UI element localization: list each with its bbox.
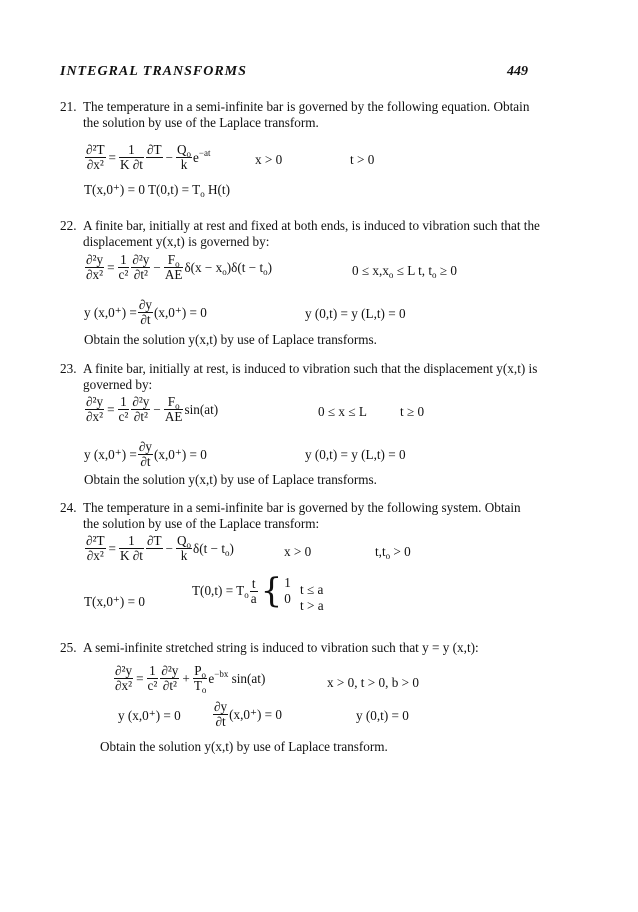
page-header	[60, 64, 528, 84]
conditions: x > 0, t > 0, b > 0	[327, 675, 419, 690]
problem-number: 22.	[60, 218, 77, 233]
equation-25: $\frac{\text{∂²y}}{\text{∂x²}}$ = $\frac{1}{\text{c²}}$ $\frac{\text{∂²y}}{\text{∂t²}}$ + $\frac{P_o}{T_o}$ $e^{-bx}$ sin(at)	[115, 663, 266, 695]
condition: t > 0	[350, 152, 375, 167]
initial-condition: T(x,0⁺) = 0	[84, 594, 145, 609]
piecewise-conditions: t ≤ a t > a	[300, 582, 324, 613]
problem-24	[60, 500, 540, 531]
problem-number: 25.	[60, 640, 77, 655]
condition: x > 0	[255, 152, 283, 167]
problem-statement: A finite bar, initially at rest, is induced to vibration such that the displacement y(x,t) is governed by:	[83, 361, 538, 392]
running-title: INTEGRAL TRANSFORMS	[60, 64, 247, 79]
problem-number: 24.	[60, 500, 77, 515]
problem-statement: The temperature in a semi-infinite bar is governed by the following system. Obtain the solution by use of the Laplace transform:	[83, 500, 521, 531]
problem-22	[60, 218, 540, 249]
condition: 0 ≤ x ≤ L	[318, 404, 367, 419]
equation-23: $\frac{\text{∂²y}}{\text{∂x²}}$ = $\frac{1}{\text{c²}}$ $\frac{\text{∂²y}}{\text{∂t²}}$ − $\frac{F_o}{AE}$ sin(at)	[86, 394, 219, 424]
problem-statement: A finite bar, initially at rest and fixed at both ends, is induced to vibration such that the displacement y(x,t) is governed by:	[83, 218, 540, 249]
problem-statement: A semi-infinite stretched string is induced to vibration such that y = y (x,t):	[83, 640, 479, 655]
boundary-conditions: T(x,0⁺) = 0 $T(0,t) = T_o$ H(t)	[84, 182, 230, 199]
boundary-conditions: y (0,t) = y (L,t) = 0	[305, 306, 406, 321]
boundary-conditions: y (0,t) = y (L,t) = 0	[305, 447, 406, 462]
page-number: 449	[507, 64, 528, 79]
condition: x > 0	[284, 544, 312, 559]
problem-statement: The temperature in a semi-infinite bar is governed by the following equation. Obtain the solution by use of the Laplace transform.	[83, 99, 530, 130]
problem-21	[60, 99, 540, 130]
problem-closing: Obtain the solution y(x,t) by use of Laplace transforms.	[84, 472, 377, 487]
problem-25	[60, 640, 540, 656]
boundary-conditions: y (x,0⁺) = $\frac{\partial y}{\partial t}$ (x,0⁺) = 0	[84, 439, 207, 469]
boundary-conditions: y (x,0⁺) = $\frac{\partial y}{\partial t}$ (x,0⁺) = 0	[84, 297, 207, 327]
problem-closing: Obtain the solution y(x,t) by use of Laplace transform.	[100, 739, 388, 754]
equation-21: $\frac{\text{∂²T}}{\text{∂x²}}$ = $\frac{1}{K \partial t}$ ∂T − $\frac{Q_o}{k}$ $e^{-at}$	[86, 142, 211, 172]
boundary-condition: y (0,t) = 0	[356, 708, 409, 723]
equation-22: $\frac{\text{∂²y}}{\text{∂x²}}$ = $\frac{1}{\text{c²}}$ $\frac{\text{∂²y}}{\text{∂t²}}$ − $\frac{F_o}{AE}$ $\delta(x - x_o)\delta(t - t_o)$	[86, 252, 273, 282]
condition: $t,t_o > 0$	[375, 544, 411, 561]
problem-number: 21.	[60, 99, 77, 114]
problem-number: 23.	[60, 361, 77, 376]
equation-24: $\frac{\text{∂²T}}{\text{∂x²}}$ = $\frac{1}{K \partial t}$ ∂T − $\frac{Q_o}{k}$ $\delta(t - t_o)$	[86, 533, 234, 563]
initial-condition: $\frac{\partial y}{\partial t}$ (x,0⁺) = 0	[214, 699, 282, 729]
condition: $0 \le x,x_o \le L$ t, $t_o \ge 0$	[352, 263, 457, 280]
condition: t ≥ 0	[400, 404, 425, 419]
initial-condition: y (x,0⁺) = 0	[118, 708, 181, 723]
problem-23	[60, 361, 540, 392]
boundary-condition-piecewise: $T(0,t) = T_o$ $\frac{t}{a}$ { 1 0	[192, 571, 291, 611]
problem-closing: Obtain the solution y(x,t) by use of Laplace transforms.	[84, 332, 377, 347]
